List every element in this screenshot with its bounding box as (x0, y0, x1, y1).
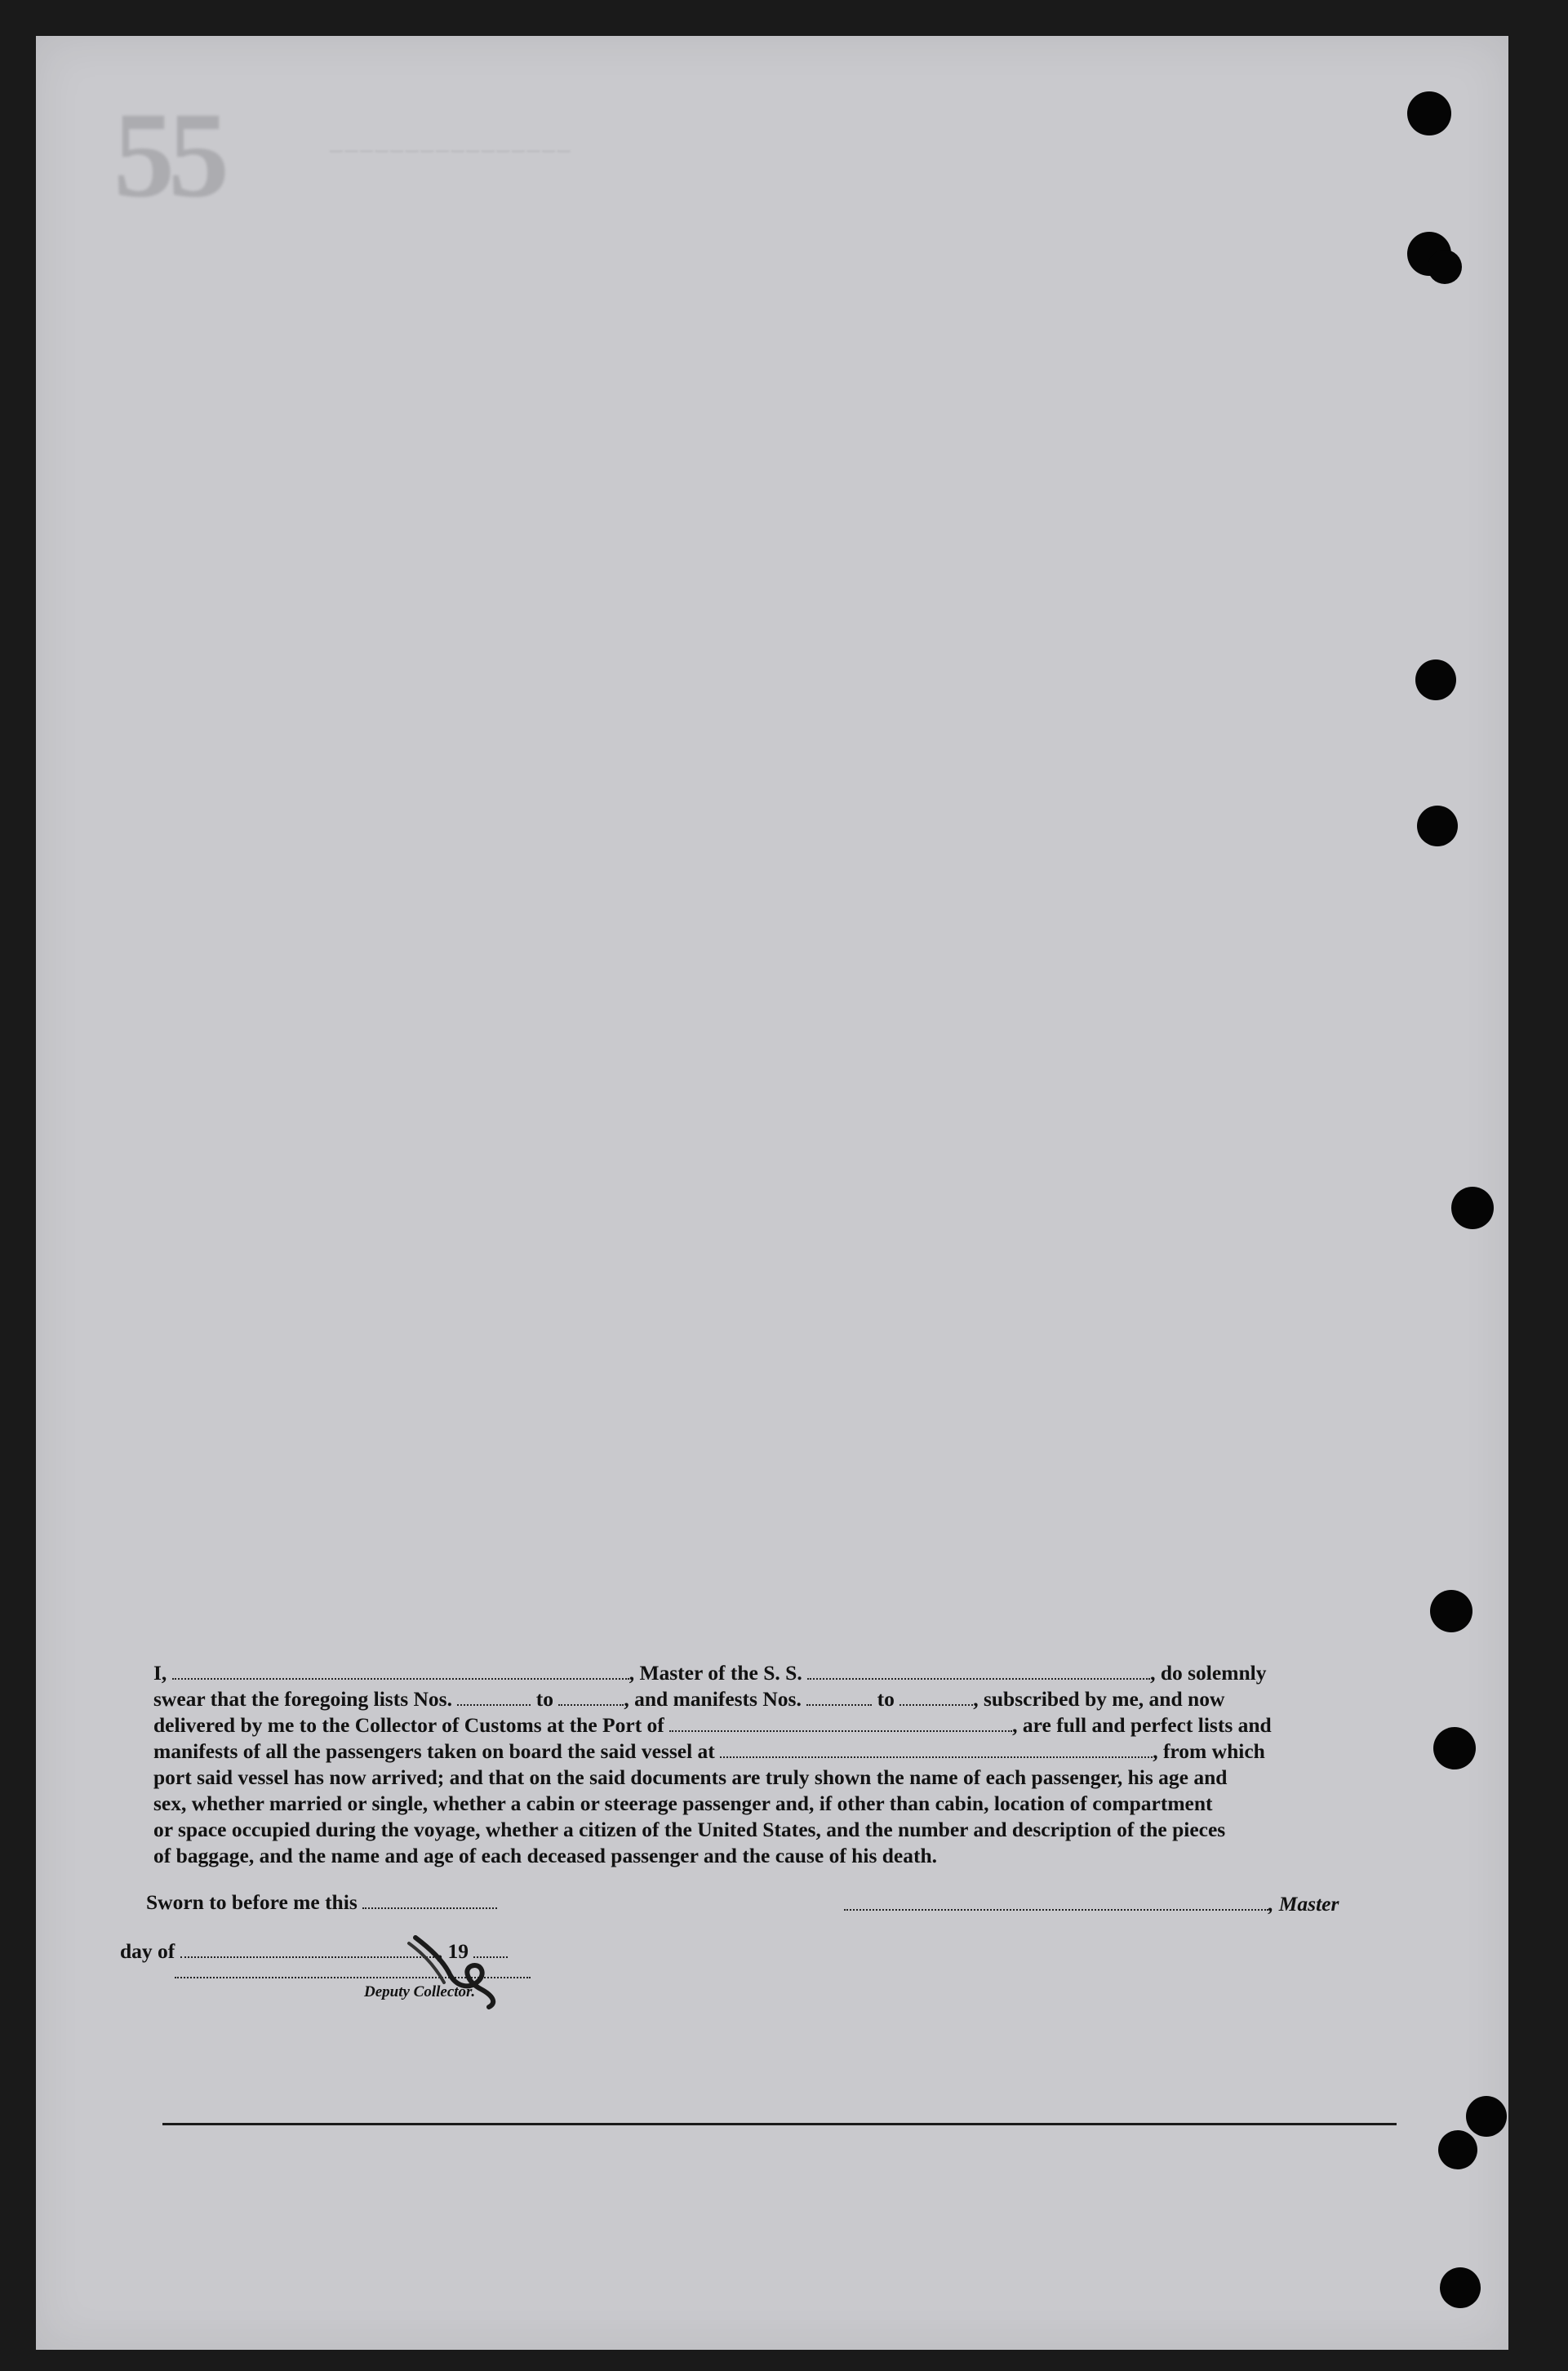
punch-hole (1440, 2267, 1481, 2308)
punch-hole (1451, 1187, 1494, 1229)
oath-line: port said vessel has now arrived; and that on the said documents are truly shown the name of each passenger, his age and (153, 1765, 1228, 1789)
sworn-line: Sworn to before me this (146, 1890, 497, 1915)
oath-line: manifests of all the passengers taken on board the said vessel at , from which (153, 1739, 1265, 1763)
oath-line: delivered by me to the Collector of Customs at the Port of , are full and perfect lists and (153, 1713, 1272, 1737)
blank-field (172, 1677, 629, 1680)
master-signature-line: , Master (844, 1892, 1339, 1916)
blank-field (362, 1907, 497, 1909)
blank-field (558, 1703, 624, 1706)
punch-hole (1438, 2130, 1477, 2169)
oath-paragraph (153, 1660, 1394, 1869)
blank-field (807, 1677, 1150, 1680)
faded-header-text: ──────────────── (330, 140, 573, 161)
blank-field (720, 1756, 1153, 1758)
punch-hole (1428, 250, 1462, 284)
oath-line: swear that the foregoing lists Nos. to , and manifests Nos. to , subscribed by me, and now (153, 1687, 1225, 1711)
blank-field (844, 1908, 1268, 1911)
blank-field (669, 1729, 1012, 1732)
faded-page-number: 55 (113, 87, 223, 223)
oath-line: or space occupied during the voyage, whether a citizen of the United States, and the number and description of the pieces (153, 1818, 1226, 1841)
oath-line: of baggage, and the name and age of each deceased passenger and the cause of his death. (153, 1844, 938, 1867)
oath-line: I, , Master of the S. S. , do solemnly (153, 1661, 1267, 1685)
oath-line: sex, whether married or single, whether a cabin or steerage passenger and, if other than cabin, location of compartment (153, 1792, 1213, 1815)
punch-hole (1430, 1590, 1472, 1632)
punch-hole (1433, 1727, 1476, 1769)
document-page (36, 36, 1508, 2350)
handwritten-mark (399, 1925, 522, 2015)
bottom-divider (162, 2123, 1397, 2125)
punch-hole (1415, 659, 1456, 700)
blank-field (457, 1703, 531, 1706)
punch-hole (1407, 91, 1451, 135)
punch-hole (1466, 2096, 1507, 2137)
deputy-collector-label: Deputy Collector. (364, 1983, 476, 2000)
day-of-line: day of , 19 (120, 1939, 508, 1964)
blank-field (806, 1703, 872, 1706)
punch-hole (1417, 806, 1458, 846)
blank-field (899, 1703, 973, 1706)
